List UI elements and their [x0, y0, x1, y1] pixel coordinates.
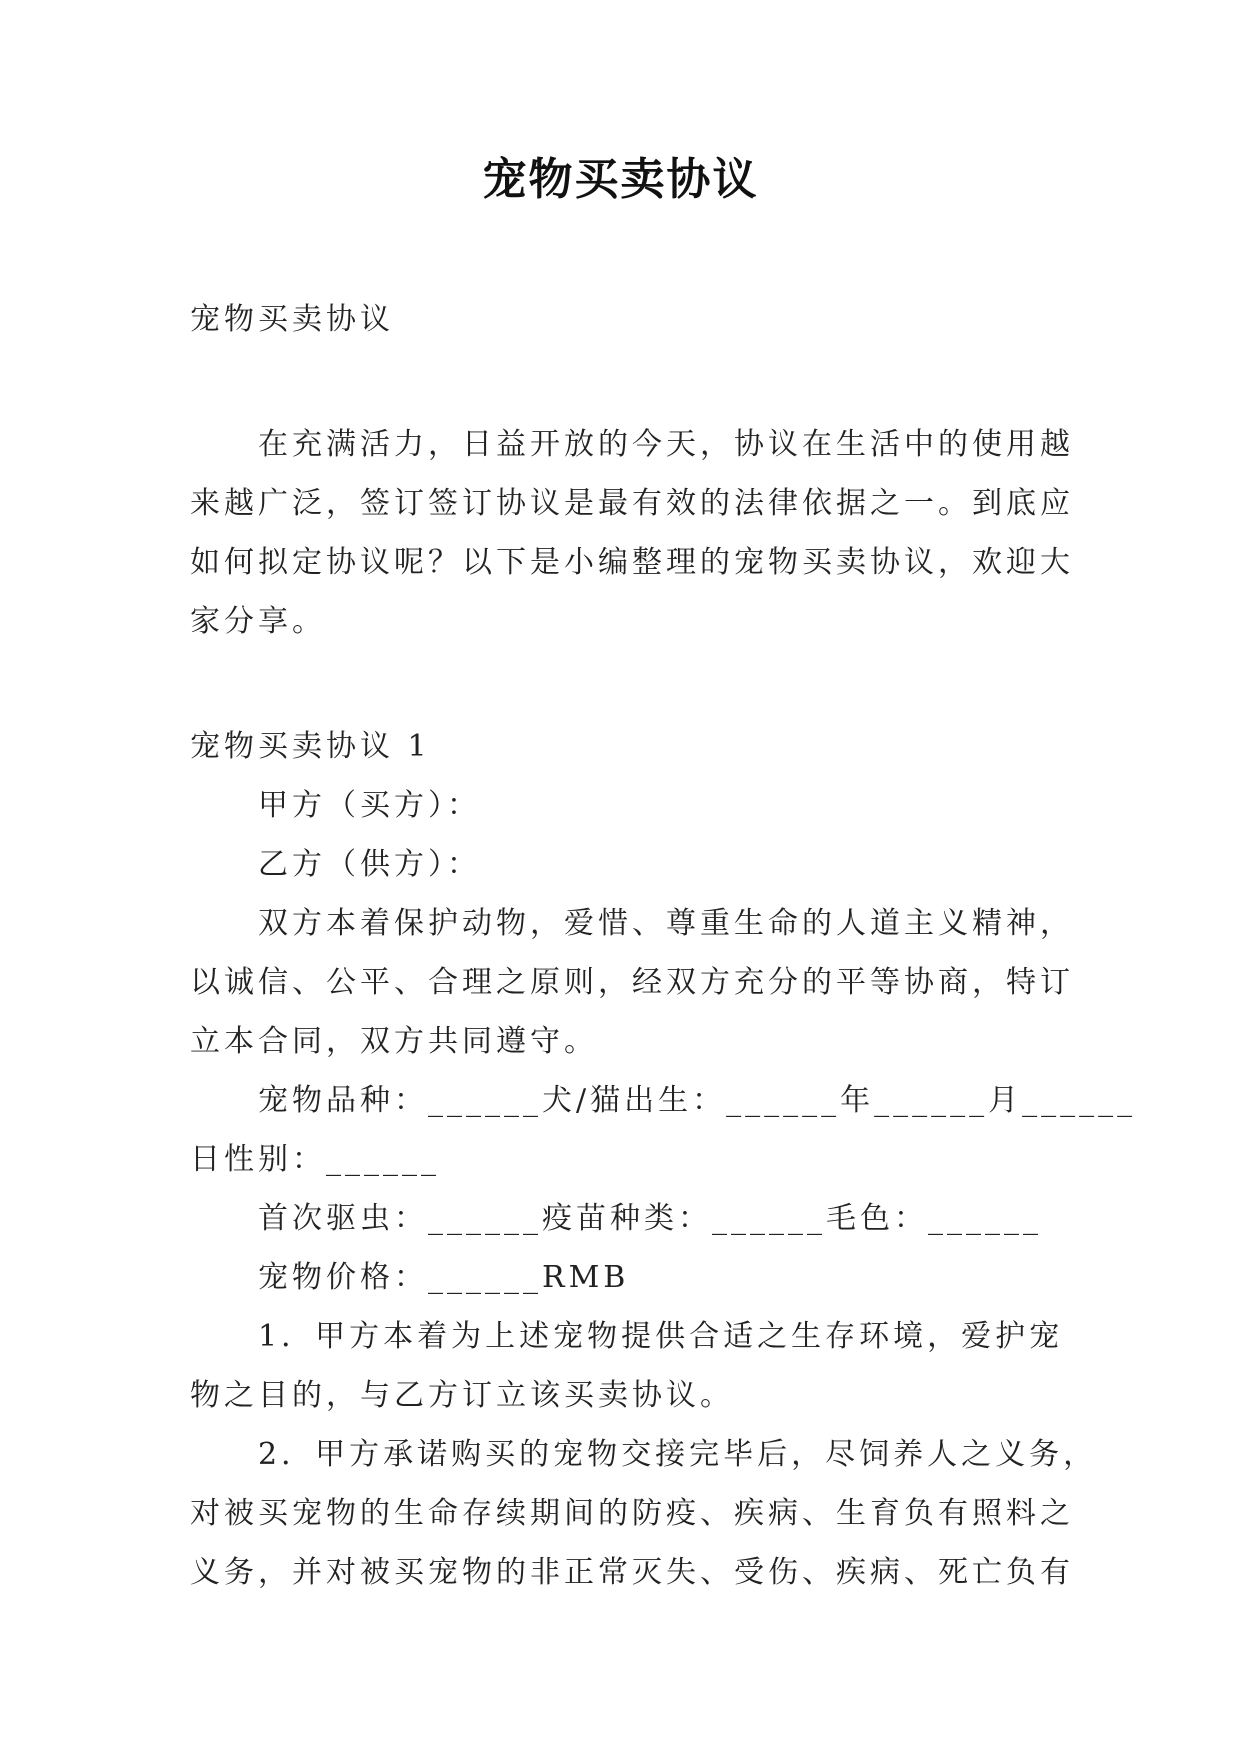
- intro-line: 如何拟定协议呢？以下是小编整理的宠物买卖协议，欢迎大: [190, 545, 1074, 580]
- spacer: [190, 349, 1060, 415]
- intro-line: 在充满活力，日益开放的今天，协议在生活中的使用越: [258, 427, 1074, 462]
- principle-line: 立本合同，双方共同遵守。: [190, 1024, 598, 1059]
- document-body: [190, 290, 1137, 1602]
- party-a-field: 甲方（买方）：: [258, 788, 481, 823]
- intro-paragraph: [190, 415, 1074, 651]
- pet-info-line: 宠物品种：______犬/猫出生：______年______月______: [258, 1083, 1137, 1118]
- party-b-field: 乙方（供方）：: [258, 847, 481, 882]
- pet-price-line: 宠物价格：______RMB: [258, 1260, 630, 1295]
- deworm-vaccine-line: 首次驱虫：______疫苗种类：______毛色：______: [258, 1201, 1042, 1236]
- document-subtitle: 宠物买卖协议: [190, 302, 394, 337]
- document-title: 宠物买卖协议: [482, 154, 759, 205]
- intro-line: 来越广泛，签订签订协议是最有效的法律依据之一。到底应: [190, 486, 1074, 521]
- principle-paragraph: [190, 894, 1074, 1071]
- clause-line: 义务，并对被买宠物的非正常灭失、受伤、疾病、死亡负有: [190, 1555, 1074, 1590]
- clause-1: [190, 1307, 1064, 1425]
- pet-info-paragraph: [190, 1071, 1137, 1189]
- clause-line: 1．甲方本着为上述宠物提供合适之生存环境，爱护宠: [258, 1319, 1064, 1354]
- principle-line: 以诚信、公平、合理之原则，经双方充分的平等协商，特订: [190, 965, 1074, 1000]
- clause-2: [190, 1425, 1098, 1602]
- intro-line: 家分享。: [190, 604, 326, 639]
- clause-line: 对被买宠物的生命存续期间的防疫、疾病、生育负有照料之: [190, 1496, 1074, 1531]
- section-heading: 宠物买卖协议 1: [190, 729, 431, 764]
- spacer: [190, 651, 1060, 717]
- pet-info-line: 日性别：______: [190, 1142, 440, 1177]
- clause-line: 2．甲方承诺购买的宠物交接完毕后，尽饲养人之义务，: [258, 1437, 1098, 1472]
- principle-line: 双方本着保护动物，爱惜、尊重生命的人道主义精神，: [258, 906, 1074, 941]
- clause-line: 物之目的，与乙方订立该买卖协议。: [190, 1378, 734, 1413]
